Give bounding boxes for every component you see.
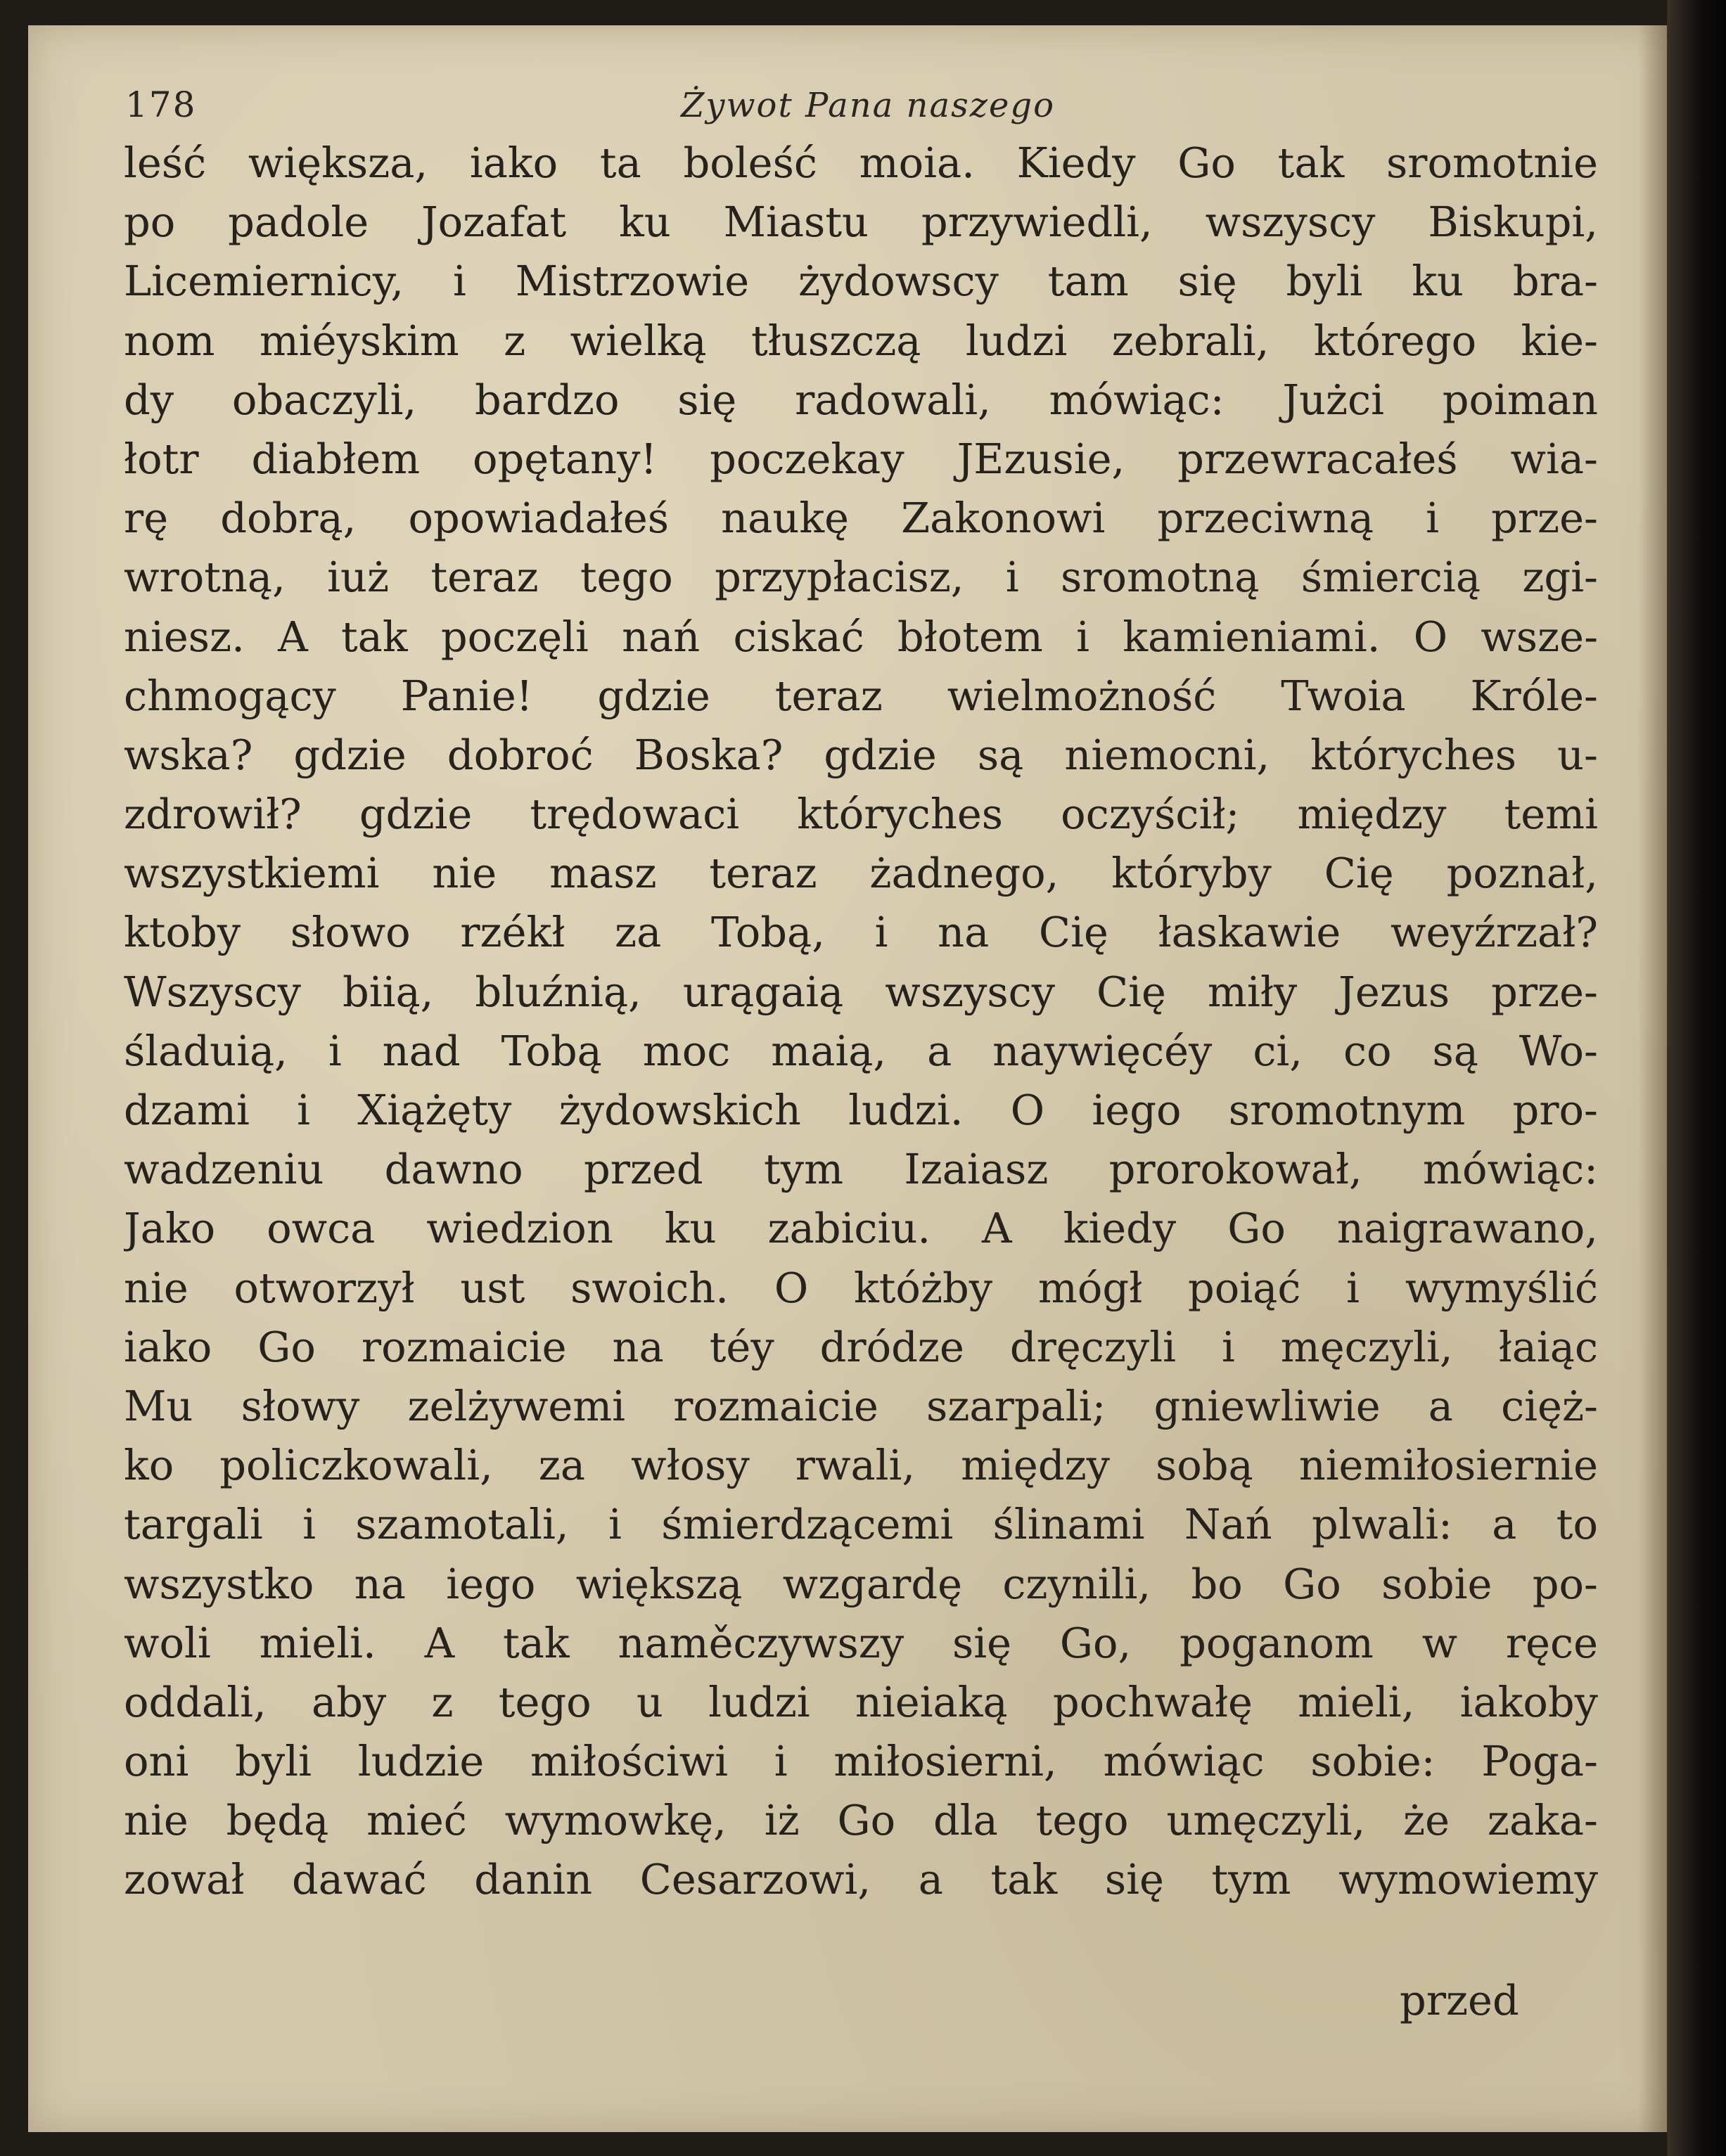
text-line: Mu słowy zelżywemi rozmaicie szarpali; gniewliwie a cięż- <box>124 1381 1598 1430</box>
text-line: zdrowił? gdzie trędowaci któryches oczyścił; między temi <box>124 790 1598 839</box>
text-line: rę dobrą, opowiadałeś naukę Zakonowi przeciwną i prze- <box>124 494 1598 543</box>
text-line: oddali, aby z tego u ludzi nieiaką pochwałę mieli, iakoby <box>124 1677 1598 1726</box>
page-header <box>97 77 1616 141</box>
text-line: nie otworzył ust swoich. O któżby mógł poiąć i wymyślić <box>124 1263 1598 1312</box>
text-line: wszystko na iego większą wzgardę czynili, bo Go sobie po- <box>124 1559 1598 1608</box>
text-line: wska? gdzie dobroć Boska? gdzie są niemocni, któryches u- <box>124 730 1598 779</box>
catchword: przed <box>1400 1976 1519 2025</box>
text-line: dy obaczyli, bardzo się radowali, mówiąc: Jużci poiman <box>124 375 1598 424</box>
text-line: wadzeniu dawno przed tym Izaiasz prorokował, mówiąc: <box>124 1145 1598 1194</box>
text-line: wrotną, iuż teraz tego przypłacisz, i sromotną śmiercią zgi- <box>124 553 1598 602</box>
text-line: wszystkiemi nie masz teraz żadnego, któryby Cię poznał, <box>124 849 1598 898</box>
text-line: oni byli ludzie miłościwi i miłosierni, mówiąc sobie: Poga- <box>124 1737 1598 1786</box>
text-line: niesz. A tak poczęli nań ciskać błotem i kamieniami. O wsze- <box>124 612 1598 661</box>
text-line: woli mieli. A tak naměczywszy się Go, poganom w ręce <box>124 1618 1598 1667</box>
text-line: iako Go rozmaicie na téy dródze dręczyli i męczyli, łaiąc <box>124 1322 1598 1371</box>
text-line: śladuią, i nad Tobą moc maią, a naywięcéy ci, co są Wo- <box>124 1026 1598 1075</box>
text-line: łotr diabłem opętany! poczekay JEzusie, przewracałeś wia- <box>124 434 1598 483</box>
text-line: dzami i Xiążęty żydowskich ludzi. O iego sromotnym pro- <box>124 1086 1598 1134</box>
text-line: ko policzkowali, za włosy rwali, między sobą niemiłosiernie <box>124 1441 1598 1490</box>
text-line: Licemiernicy, i Mistrzowie żydowscy tam się byli ku bra- <box>124 257 1598 306</box>
book-binding-edge <box>1667 0 1726 2156</box>
text-line: Jako owca wiedzion ku zabiciu. A kiedy Go naigrawano, <box>124 1204 1598 1253</box>
text-line: targali i szamotali, i śmierdzącemi ślinami Nań plwali: a to <box>124 1500 1598 1549</box>
page-number: 178 <box>125 84 197 125</box>
text-line: ktoby słowo rzékł za Tobą, i na Cię łaskawie weyźrzał? <box>124 908 1598 957</box>
page-gutter-shadow <box>1639 25 1667 2132</box>
text-line: nie będą mieć wymowkę, iż Go dla tego umęczyli, że zaka- <box>124 1796 1598 1845</box>
text-line: nom miéyskim z wielką tłuszczą ludzi zebrali, którego kie- <box>124 316 1598 365</box>
text-line: chmogący Panie! gdzie teraz wielmożność Twoia Króle- <box>124 671 1598 720</box>
text-line: zował dawać danin Cesarzowi, a tak się tym wymowiemy <box>124 1855 1598 1904</box>
running-head: Żywot Pana naszego <box>681 86 1056 125</box>
text-line: po padole Jozafat ku Miastu przywiedli, wszyscy Biskupi, <box>124 198 1598 247</box>
body-text <box>124 134 1598 1910</box>
text-line: Wszyscy biią, bluźnią, urągaią wszyscy Cię miły Jezus prze- <box>124 967 1598 1016</box>
text-line: leść większa, iako ta boleść moia. Kiedy Go tak sromotnie <box>124 139 1598 187</box>
